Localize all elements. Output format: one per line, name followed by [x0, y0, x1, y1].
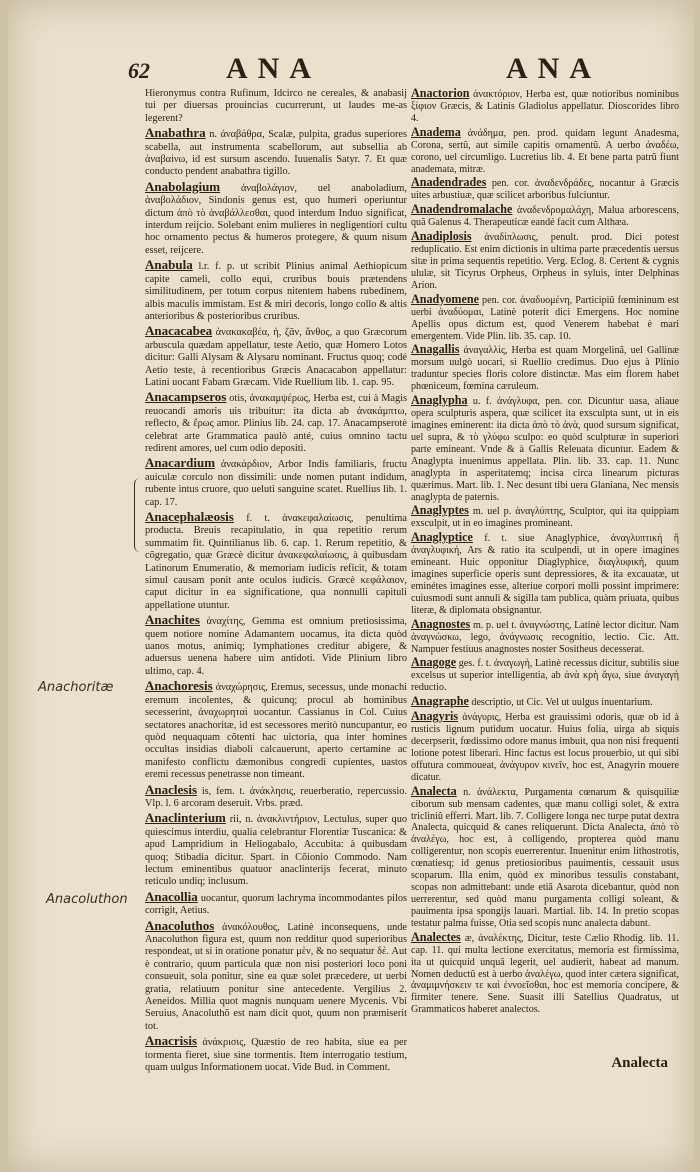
- dictionary-entry: [145, 511, 407, 612]
- entry-text: Hieronymus contra Rufinum, Idcirco ne cereales, & anabasij tui per diuersas prouincias cucurrerunt, ut laudes me-as legerent?: [145, 88, 407, 124]
- entry-text: ἀναγαλλὶς, Herba est quam Morgelinã, uel Gallinæ morsum uulgò uocari, si Ruellio credimus. Duo ejus à Plinio traduntur species floris colore distinctæ. Mas eim florem habet phœniceum, fœmina cæruleum.: [411, 345, 679, 393]
- headword: Anadema: [411, 124, 461, 139]
- entry-text: ἀνακάρδιον, Arbor Indis familiaris, fructu auiculæ corculo non dissimili: unde nomen putant indidum, rubente intus cruore, quo ueluti sanguine scatet. Ruellius lib. 1. cap. 17.: [145, 459, 407, 508]
- dictionary-entry: [145, 457, 407, 509]
- margin-note-anacoluthon: Anacoluthon: [46, 892, 128, 907]
- headword: Anactorion: [411, 86, 470, 100]
- entry-text: rii, n. ἀνακλιντήριον, Lectulus, super quo quiescimus interdiu, qualia celebrantur Florentiæ Tuscanica: & apud Lampridium in Heliogabalo, Accubita: à quibusdam quoq; Stibadia dicitur. Spart. in Cõionio Commodo. Nam lectum eminentibus quatuor anaclinterijs fecerat, minuto reticulo undiq; inclusum.: [145, 814, 407, 888]
- entry-text: descriptio, ut Cic. Vel ut uulgus inuentarium.: [471, 697, 653, 709]
- dictionary-entry: [145, 1035, 407, 1074]
- running-head-left: ANA: [226, 52, 321, 85]
- dictionary-entry: [411, 231, 679, 292]
- entry-text: ἀνάδημα, pen. prod. quidam legunt Anadesma, Corona, sertũ, aut simile capitis ornamentũ. A uerbo ἀναδέω, corono, uel circumligo. Lucretius lib. 4. Et bene parta patrũ fiunt anademata, mitræ.: [411, 127, 679, 175]
- entry-text: ἀναβολάγιον, uel anaboladium, ἀναβολάδιον, Sindonis genus est, quo humeri operiuntur dictum ἀπὸ τὸ ἀναβάλλεσθαι, quod interdum Induo significat, interdum reijcio. Solebant enim mulieres in negligentiori cultu hoc ornamento pectus & humeros protegere, & quum nisum esset, reijcere.: [145, 182, 408, 256]
- book-page: [8, 0, 694, 1172]
- dictionary-entry: [145, 325, 407, 389]
- dictionary-entry: [411, 291, 679, 343]
- dictionary-entry: [411, 929, 679, 1016]
- entry-text: pen. cor. ἀναδυομένη, Participiũ fœmininum est uerbi ἀναδύομαι, Latinè poterit dici Emergens. Hoc nomine Apellis opus dictum est, quod Venerem habebat è mari emergentem. Vide Plin. lib. 35. cap. 10.: [411, 294, 679, 342]
- dictionary-entry: [411, 344, 679, 393]
- headword: Anadendrades: [411, 175, 487, 190]
- entry-text: u. f. ἀνάγλυφα, pen. cor. Dicuntur uasa, aliaue opera sculpturis aspera, quæ scilicet ita exsculpta sunt, ut in eis imagines eminerent: ita dicta ἀπὸ τὸ ἀνὰ, quod sursum significat, uel supra, & τὸ γλύφω sculpo: eo quòd sculpturæ in superiori parte emineant. Vnde & à Gallis Releuata dicuntur. Eadem & Anaglypta inuenimus appellata. Plin. lib. 33. cap. 11. Nunc anaglypta in asperitatemq; incisa circa linearum picturas quærimus. Mart. lib. 1. Nec desunt tibi uera Glaniana, Nec mensis anaglypta de paternis.: [411, 396, 680, 503]
- left-column: [145, 88, 407, 1076]
- headword: Anacampseros: [145, 389, 227, 405]
- headword: Anagallis: [411, 342, 460, 357]
- dictionary-entry: [145, 680, 407, 781]
- dictionary-entry: [411, 124, 679, 176]
- dictionary-entry: [145, 88, 407, 125]
- entry-text: ges. f. t. ἀναγωγὴ, Latinè recessus dicitur, subtilis siue excelsus ut superior intelligentia, ab ἀνὰ κρὴ ἄγω, siue ἀναγαγὴ reductio.: [411, 658, 679, 694]
- headword: Anadiplosis: [411, 229, 472, 244]
- headword: Anadendromalache: [411, 202, 513, 217]
- headword: Anabula: [145, 257, 193, 273]
- headword: Anachoresis: [145, 678, 213, 694]
- entry-text: f. t. siue Anaglyphice, ἀναγλυπτική ἢ ἀναγλυφική, Ars & ratio ita sculpendi, ut in opere imagines emineant. Huic opponitur Diaglyphice, διαγλυφική, quum imagines superficie operis sunt depressiores, & ita excauatæ, ut eminétes imagines esse, alteriue corpori molli possint imprimere: cuiusmodi sunt annuli & sigilla tam publica, quàm priuata, quibus literæ, & diplomata obsignantur.: [411, 533, 680, 616]
- headword: Anacephalæosis: [145, 509, 234, 524]
- entry-text: f. t. ἀνακεφαλαίωσις, penultima producta. Breuis recapitulatio, in qua repetitio rerum summatim fit. Quintilianus lib. 6. cap. 1. Rerum repetitio, & cõgregatio, quæ Græcè dicitur ἀνακεφαλαίωσις, à quibusdam Latinorum Enumeratio, & memoriam iudicis reficit, & totam simul causam ponit ante oculos iudicis. Græcè κεφάλαιον, caput dicitur in ea significatione, qua nonnulli capituli appellatione utuntur.: [145, 513, 407, 611]
- headword: Anacacabea: [145, 323, 213, 339]
- dictionary-entry: [145, 917, 407, 1034]
- entry-text: is, fem. t. ἀνάκλησις, reuerberatio, repercussio. Vlp. l. 6 arcoram deseruit. Vrbs. præd.: [145, 785, 407, 809]
- entry-text: ἀνακόλουθος, Latinè inconsequens, unde Anacoluthon figura est, quum non redditur quod superioribus respondeat, ut si in oratione ponatur μὲν, & no sequatur δὲ. Aut è contrario, quum particula quæ non nisi posteriori loco poni consueuit, sola ponitur, sine ea quæ solet præcedere, ut uerbi gratia, relatiuum ponitur sine antecedente. Vergilius 2. Aeneidos. Millia quot magnis nunquam uenere Mycenis. Vbi Seruius, Anacoluthõ est nam dicit quot, quum non præmiserit tot.: [145, 921, 407, 1032]
- entry-text: ἀναχίτης, Gemma est omnium pretiosissima, quem notiore nomine Adamantem uocamus, ita dicta quòd uanos motus, animiq; lymphationes creditur abigere, & aduersus uenena habere uim antidoti. Vide Plinium libro ultimo, cap. 4.: [145, 616, 407, 677]
- entry-text: pen. cor. ἀναδενδράδες, nocantur à Græcis uites arbustiuæ, quæ scilicet arboribus fulciuntur.: [411, 178, 679, 202]
- headword: Anaclinterium: [145, 810, 226, 826]
- dictionary-entry: [411, 711, 679, 784]
- headword: Anaglypha: [411, 393, 468, 408]
- dictionary-entry: [145, 259, 407, 323]
- dictionary-entry: [145, 178, 408, 257]
- dictionary-entry: [145, 614, 407, 678]
- right-column: [411, 88, 679, 1018]
- dictionary-entry: [411, 204, 679, 229]
- headword: Anagnostes: [411, 616, 471, 631]
- entry-text: ἀναδενδρομαλάχη, Malua arborescens, quã Galenus 4. Therapeuticæ eandé facit cum Althæa.: [411, 205, 679, 229]
- headword: Anaclesis: [145, 781, 197, 797]
- dictionary-entry: [411, 88, 679, 125]
- entry-text: ἀνάγυρις, Herba est grauissimi odoris, quæ ob id à rusticis lignum putidum uocatur. Huius folia, uirga ab siquis decerpserit, fœdissimo odore manus imbuit, qua non nisi frequenti lotione potest liberari. Hinc factus est locus prouerbio, ut qui sibi offutura commoueat, ἀνάγυρον κινεῖν, hoc est, Anagyrin mouere dicatur.: [411, 712, 679, 783]
- entry-text: otis, ἀνακαμψέρως, Herba est, cui à Magis reuocandi amoris uis tribuitur: ita dicta ab ἀνακάμπτω, reflecto, & ἔρως amor. Plinius lib. 24. cap. 17. Anacampserotè celebrat arte Grammatica paulò anté, cuius omnino tactu redirent amores, uel cum odio depositi.: [145, 393, 407, 454]
- catchword: Analecta: [611, 1055, 668, 1071]
- headword: Anagoge: [411, 655, 457, 670]
- entry-text: æ, ἀναλέκτης, Dicitur, teste Cælio Rhodig. lib. 11. cap. 11. qui multa lectione exercitatus, memoria est firmissima, ita ut quicquid unquã legerit, uel audierit, habeat ad manum. Nomen deductũ est à uerbo ἀναλέγω, quod inter cætera significat, ἀναμιμνήσκειν τε καὶ ἐννοεῖσθαι, hoc est memoria concipere, & firmiter tenere. Sene. Suasit illi Satellius Quadratus, ut Grammaticos haberet analectos.: [411, 932, 679, 1016]
- dictionary-entry: [145, 781, 407, 811]
- entry-text: m. p. uel t. ἀναγνώστης, Latinè lector dicitur. Nam ἀναγνώσκω, lego, ἀνάγνωσις recognitio, lectio. Cic. Att. Nampuer festiuus anagnostes noster Sositheus decesserat.: [411, 619, 680, 655]
- headword: Anagraphe: [411, 694, 469, 709]
- dictionary-entry: [411, 783, 679, 930]
- headword: Anaglyptes: [411, 503, 469, 518]
- headword: Anabathra: [145, 125, 206, 141]
- dictionary-entry: [145, 888, 407, 918]
- entry-text: ἀνάκρισις, Quæstio de reo habita, siue ea per tormenta fieret, siue sine tormentis. Item interrogatio testium, quam uulgus Informationem uocat. Vide Bud. in Comment.: [145, 1037, 408, 1074]
- headword: Anabolagium: [145, 178, 221, 194]
- entry-text: n. ἀναβάθρα, Scalæ, pulpita, gradus superiores scabella, aut instrumenta scabellorum, aut subsellia ab ἀναβαίνω, id est sursum ascendo. Iuuenalis Satyr. 7. Et quæ conducto pendent anabathra tigillo.: [145, 129, 407, 178]
- dictionary-entry: [145, 127, 407, 179]
- headword: Anadyomene: [411, 291, 479, 306]
- dictionary-entry: [411, 616, 680, 656]
- headword: Anacrisis: [145, 1033, 197, 1049]
- headword: Analecta: [411, 783, 457, 798]
- headword: Anacoluthos: [145, 917, 215, 933]
- headword: Anagyris: [411, 709, 459, 724]
- entry-text: l.r. f. p. ut scribit Plinius animal Aethiopicum capite cameli, collo equi, cruribus bouis prætendens similitudinem, per totum corpus nitentem habens rubedinem, albis maculis immistam. Est & miri decoris, longo collo & altis anterioribus & posterioribus cruribus.: [145, 261, 407, 322]
- running-head-right: ANA: [506, 52, 601, 85]
- entry-text: m. uel p. ἀναγλύπτης, Sculptor, qui ita quippiam exsculpit, ut in eo imagines promineant.: [411, 506, 680, 530]
- entry-text: ἀναδίπλωσις, penult. prod. Dici potest reduplicatio. Est enim dictionis in ultima parte præcedentis uersus sitæ in prima sequentis repetitio. Verg. Eclog. 8. Certent & cygnis ululæ, sit Ticyrus Orpheus, Orpheus in syluis, inter Delphinas Arion.: [411, 232, 679, 291]
- entry-text: n. ἀνάλεκτα, Purgamenta cœnarum & quisquiliæ ciborum sub mensam cadentes, quæ manu colligi solet, & extra tricliniũ efferri. Mart. lib. 7. Colligere longa nec turpe putat dextra Analecta, quicquid & canes reliquerunt. Dicta Analecta, ἀπὸ τὸ ἀναλέγω, hoc est, à colligendo, propterea quòd manu colligerentur, non scopis euerrerentur. Inuenitur enim lithostrotis, cœnatiesq; id genus pretiosioribus pauimentis, cessauit usus scoparum. Illa enim, quòd ex minoribus tessulis constabant, scopas non admittebant: unde etiã Asarota dicebantur, quòd non uerrerentur, sed quòd manu purgamenta colligi soleant, & pauimenta ipsa spongijs lauari. Martial. lib. 14. In pretio scopas testatur palma fuisse, Otia sed scopis nunc analecta dabunt.: [411, 786, 679, 929]
- dictionary-entry: [145, 391, 407, 455]
- headword: Analectes: [411, 929, 461, 944]
- headword: Anachites: [145, 612, 200, 628]
- entry-text: ἀνακακαβέα, ἡ, ζᾶν, ἄνθος, a quo Græcorum arbuscula quædam appellatur, teste Aetio, quæ Homero Lotos dicitur: Galli Alysam & Alysaru nominant. Fructus quoq; codé Aetio teste, à recentioribus Græcis Anacacabon appellatur: Latini uocant Fabam Græcam. Vide Ruellium lib. 1. cap. 95.: [145, 327, 408, 388]
- margin-note-anachoritae: Anachoritæ: [38, 680, 114, 695]
- entry-text: uocantur, quorum lachryma incommodantes pilos corrigit, Aetius.: [145, 892, 407, 917]
- margin-brace: [134, 478, 143, 552]
- page-number: 62: [128, 58, 150, 83]
- entry-text: ἀνακτόριον, Herba est, quæ notioribus nominibus ξίφιον Græcis, & Latinis Gladiolus appellatur. Dioscorides libro 4.: [411, 89, 679, 124]
- dictionary-entry: [411, 395, 679, 503]
- dictionary-entry: [411, 505, 679, 530]
- dictionary-entry: [411, 532, 679, 616]
- dictionary-entry: [411, 657, 679, 694]
- dictionary-entry: [411, 177, 679, 202]
- headword: Anacardium: [145, 455, 216, 471]
- headword: Anacollia: [145, 888, 198, 904]
- headword: Anaglyptice: [411, 530, 473, 545]
- dictionary-entry: [145, 812, 407, 888]
- entry-text: ἀναχώρησις, Eremus, secessus, unde monachi eremum incolentes, & quicunq; procul ab hominibus secesserint, ἀναχωρηταὶ uocantur. Cassianus in Col. Cuius sectatores anachoritæ, id est secessores meritò nuncupantur, eo quòd nequaquam cõtenti hac uictoria, qua inter homines occultas insidias diaboli calcauerunt, aperto certamine ac manifesto conflictu dæmonibus congredi cupientes, uastos eremi recessus penetrasse non timeant.: [145, 682, 407, 781]
- dictionary-entry: [411, 696, 679, 709]
